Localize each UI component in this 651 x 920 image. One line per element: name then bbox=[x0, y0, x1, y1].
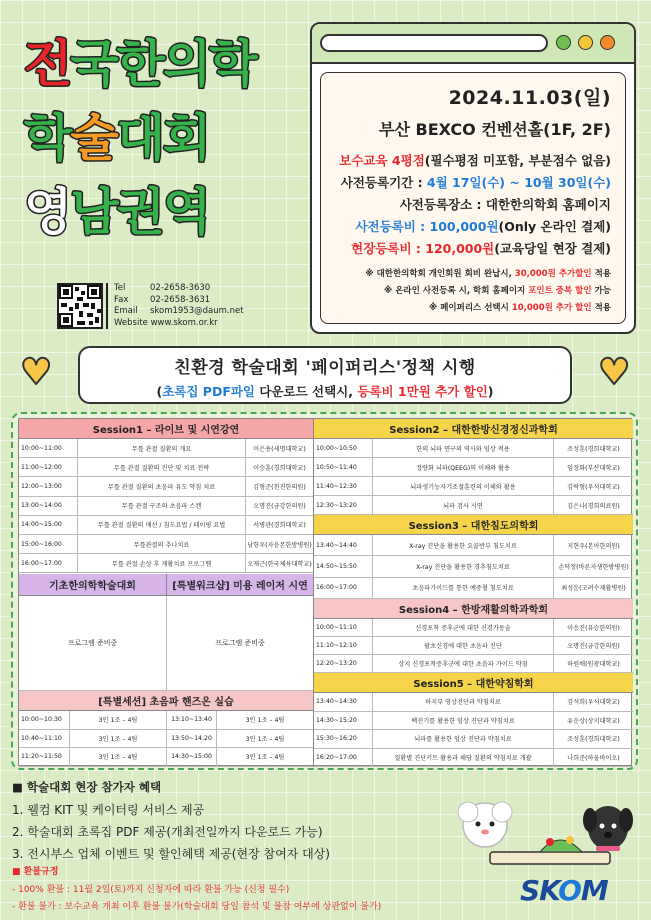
session3-cell: X-ray 진단을 활용한 경추침도치료 bbox=[372, 556, 553, 577]
session2-cell: 뇌파생기능자기조절훈련의 이해와 활용 bbox=[372, 477, 553, 496]
session1-cell: 무릎 관절 질환의 초음파 유도 약침 치료 bbox=[77, 477, 245, 496]
contact-fax: Fax 02-2658-3631 bbox=[114, 294, 211, 305]
event-date: 2024.11.03(일) bbox=[448, 87, 611, 109]
session4-cell: 하원배(원광대학교) bbox=[553, 655, 633, 673]
qr-code-image bbox=[59, 285, 101, 327]
session2-header: Session2 – 대한한방신경정신과학회 bbox=[314, 419, 633, 439]
session2-cell: 김락형(우석대학교) bbox=[553, 477, 633, 496]
ultrasound-cell: 3인 1조 – 4팀 bbox=[216, 730, 313, 749]
session1-cell: 16:00~17:00 bbox=[19, 554, 77, 573]
session3-cell: X-ray 진단을 활용한 요골반부 침도치료 bbox=[372, 535, 553, 556]
session2-cell: 정량화 뇌파(QEEG)의 이해와 활용 bbox=[372, 458, 553, 477]
session1-cell: 13:00~14:00 bbox=[19, 497, 77, 516]
refund-line-2: - 환불 불가 : 보수교육 개최 이후 환불 불가(학술대회 당일 참석 및 불참 여부에 상관없이 불가) bbox=[12, 902, 382, 912]
benefit-item: 2. 학술대회 초록집 PDF 제공(개최전일까지 다운로드 가능) bbox=[12, 825, 323, 839]
title-char: 학 bbox=[209, 35, 256, 93]
session5-cell: 김석희(우석대학교) bbox=[553, 693, 633, 712]
event-info-panel bbox=[320, 72, 626, 324]
session2-cell: 뇌파 검사 시연 bbox=[372, 496, 553, 515]
title-line-3 bbox=[24, 172, 209, 244]
contact-info bbox=[106, 283, 244, 329]
session1-cell: 서병관(경희대학교) bbox=[245, 516, 313, 535]
session3-cell: 최성운(고려수제활병원) bbox=[553, 578, 633, 599]
session5-cell: 14:30~15:20 bbox=[314, 712, 372, 731]
banner-headline: 친환경 학술대회 '페이퍼리스'정책 시행 bbox=[174, 358, 476, 378]
title-char: 국 bbox=[70, 35, 117, 93]
note-2: ※ 온라인 사전등록 시, 학회 홈페이지 포인트 중복 할인 가능 bbox=[384, 286, 611, 296]
session3-cell: 13:40~14:40 bbox=[314, 535, 372, 556]
window-address-field bbox=[320, 34, 548, 52]
window-dot-green bbox=[556, 35, 571, 50]
session1-cell: 남항우(자윤본한방병원) bbox=[245, 535, 313, 554]
ultrasound-cell: 13:10~13:40 bbox=[166, 711, 216, 730]
session2-cell: 10:50~11:40 bbox=[314, 458, 372, 477]
site-fee: 현장등록비 : 120,000원(교육당일 현장 결제) bbox=[351, 241, 611, 256]
session1-cell: 10:00~11:00 bbox=[19, 439, 77, 458]
window-dot-yellow bbox=[578, 35, 593, 50]
title-char: 술 bbox=[70, 109, 117, 167]
event-info-window bbox=[310, 22, 636, 334]
session4-cell: 신경포착 증후군에 대한 신경가동술 bbox=[372, 619, 553, 637]
ultrasound-cell: 13:50~14:20 bbox=[166, 730, 216, 749]
title-char: 회 bbox=[162, 109, 210, 167]
ultrasound-cell: 3인 1조 – 4팀 bbox=[216, 748, 313, 767]
session4-cell: 오명진(금강한의원) bbox=[553, 637, 633, 655]
session2-cell: 11:40~12:30 bbox=[314, 477, 372, 496]
session4-cell: 상지 신경포착증후군에 대한 초음파 가이드 약침 bbox=[372, 655, 553, 673]
window-dot-orange bbox=[600, 35, 615, 50]
ultrasound-cell: 3인 1조 – 4팀 bbox=[69, 748, 166, 767]
session1-cell: 12:00~13:00 bbox=[19, 477, 77, 496]
session5-cell: 13:40~14:30 bbox=[314, 693, 372, 712]
session1-cell: 김형준(천진한의원) bbox=[245, 477, 313, 496]
workshop-header: [특별워크샵] 미용 레이저 시연 bbox=[166, 574, 313, 596]
session1-cell: 오명진(금강한의원) bbox=[245, 497, 313, 516]
session2-cell: 12:30~13:20 bbox=[314, 496, 372, 515]
session2-cell: 조성훈(경희대학교) bbox=[553, 439, 633, 458]
session1-cell: 11:00~12:00 bbox=[19, 458, 77, 477]
session4-cell: 10:00~11:10 bbox=[314, 619, 372, 637]
contact-website[interactable]: Website www.skom.or.kr bbox=[114, 317, 218, 328]
session1-cell: 무릎 관절 구조의 초음파 스캔 bbox=[77, 497, 245, 516]
title-char: 대 bbox=[116, 109, 163, 167]
session1-cell: 무릎 관절 질환의 개요 bbox=[77, 439, 245, 458]
session5-header: Session5 – 대한약침학회 bbox=[314, 673, 633, 693]
refund-heading: ■ 환불규정 bbox=[12, 867, 59, 877]
title-char: 영 bbox=[24, 183, 71, 241]
basic-header: 기초한의학학술대회 bbox=[19, 574, 166, 596]
title-char: 한 bbox=[116, 35, 163, 93]
title-line-1 bbox=[24, 24, 256, 96]
session3-cell: 초음파가이드를 통한 예중혈 침도치료 bbox=[372, 578, 553, 599]
session1-cell: 15:00~16:00 bbox=[19, 535, 77, 554]
schedule-table bbox=[18, 418, 632, 766]
session5-cell: 질환별 진단키트 활용과 해당 질환의 약침치료 개괄 bbox=[372, 749, 553, 768]
session3-cell: 16:00~17:00 bbox=[314, 578, 372, 599]
title-char: 남 bbox=[70, 183, 117, 241]
title-char: 역 bbox=[162, 183, 210, 241]
benefit-item: 3. 전시부스 업체 이벤트 및 할인혜택 제공(현장 참여자 대상) bbox=[12, 847, 330, 861]
ultrasound-cell: 10:40~11:10 bbox=[19, 730, 69, 749]
session1-cell: 무릎관절의 추나치료 bbox=[77, 535, 245, 554]
title-char: 전 bbox=[24, 35, 71, 93]
ultrasound-cell: 14:30~15:00 bbox=[166, 748, 216, 767]
session4-cell: 이응진(유승한의원) bbox=[553, 619, 633, 637]
session1-cell: 14:00~15:00 bbox=[19, 516, 77, 535]
ultrasound-cell: 3인 1조 – 4팀 bbox=[216, 711, 313, 730]
session3-cell: 14:50~15:50 bbox=[314, 556, 372, 577]
session1-cell: 이승훈(경희대학교) bbox=[245, 458, 313, 477]
note-3: ※ 페이퍼리스 선택시 10,000원 추가 할인 적용 bbox=[428, 303, 611, 313]
reg-place: 사전등록장소 : 대한한의학회 홈페이지 bbox=[399, 197, 611, 212]
pre-fee: 사전등록비 : 100,000원(Only 온라인 결제) bbox=[355, 219, 611, 234]
ultrasound-cell: 11:20~11:50 bbox=[19, 748, 69, 767]
session5-cell: 15:30~16:20 bbox=[314, 730, 372, 749]
ultrasound-cell: 3인 1조 – 4팀 bbox=[69, 711, 166, 730]
session4-cell: 11:10~12:10 bbox=[314, 637, 372, 655]
session5-cell: 백진기를 활용한 임상 진단과 약침치료 bbox=[372, 712, 553, 731]
session3-cell: 지현우(본아한의원) bbox=[553, 535, 633, 556]
benefit-item: 1. 웰컴 KIT 및 케이터링 서비스 제공 bbox=[12, 803, 205, 817]
benefits-heading: ■ 학술대회 현장 참가자 혜택 bbox=[12, 780, 162, 794]
skom-logo: SKOM bbox=[520, 874, 608, 907]
credit-info: 보수교육 4평점(필수평점 미포함, 부분점수 없음) bbox=[339, 153, 611, 168]
ultrasound-cell: 3인 1조 – 4팀 bbox=[69, 730, 166, 749]
event-venue: 부산 BEXCO 컨벤션홀(1F, 2F) bbox=[379, 120, 611, 139]
heart-icon: ♥ bbox=[598, 352, 631, 393]
session5-cell: 나희준(하울바이오) bbox=[553, 749, 633, 768]
session3-cell: 손덕정(바른자생한방병원) bbox=[553, 556, 633, 577]
session4-header: Session4 – 한방재활의학과학회 bbox=[314, 599, 633, 619]
window-titlebar bbox=[312, 24, 634, 64]
workshop-body: 프로그램 준비중 bbox=[166, 596, 313, 691]
mascot-illustration bbox=[430, 790, 640, 870]
ultrasound-cell: 10:00~10:30 bbox=[19, 711, 69, 730]
contact-tel: Tel 02-2658-3630 bbox=[114, 283, 211, 293]
session1-cell: 이은용(세명대학교) bbox=[245, 439, 313, 458]
note-1: ※ 대한한의학회 개인회원 회비 완납시, 30,000원 추가할인 적용 bbox=[365, 269, 611, 279]
ultrasound-header: [특별세션] 초음파 핸즈온 실습 bbox=[19, 691, 313, 711]
heart-icon: ♥ bbox=[20, 352, 53, 393]
session5-cell: 하지부 영상진단과 약침치료 bbox=[372, 693, 553, 712]
session2-cell: 임정화(부산대학교) bbox=[553, 458, 633, 477]
session4-cell: 팔초신경에 대한 초음파 진단 bbox=[372, 637, 553, 655]
reg-period: 사전등록기간 : 4월 17일(수) ~ 10월 30일(수) bbox=[340, 175, 611, 190]
paperless-banner bbox=[78, 346, 572, 404]
session5-cell: 뇌파를 활용한 임상 진단과 약침치료 bbox=[372, 730, 553, 749]
title-line-2 bbox=[24, 98, 209, 170]
session1-cell: 무릎 관절 질환의 진단 및 치료 전략 bbox=[77, 458, 245, 477]
basic-body: 프로그램 준비중 bbox=[19, 596, 166, 691]
session2-cell: 김은나(경희의료원) bbox=[553, 496, 633, 515]
title-char: 권 bbox=[116, 183, 163, 241]
refund-line-1: - 100% 환불 : 11월 2일(토)까지 신청자에 따라 환불 가능 (신청 필수) bbox=[12, 885, 290, 895]
title-char: 학 bbox=[24, 109, 71, 167]
session2-cell: 10:00~10:50 bbox=[314, 439, 372, 458]
banner-subline: (초록집 PDF파일 다운로드 선택시, 등록비 1만원 추가 할인) bbox=[156, 384, 494, 399]
title-char: 의 bbox=[162, 35, 210, 93]
session1-cell: 무릎 관절 질환의 매선 / 침도요법 / 테이핑 요법 bbox=[77, 516, 245, 535]
qr-code[interactable] bbox=[57, 283, 103, 329]
session1-header: Session1 – 라이브 및 시연강연 bbox=[19, 419, 313, 439]
session5-cell: 유운상(상지대학교) bbox=[553, 712, 633, 731]
session1-cell: 오재근(한국체육대학교) bbox=[245, 554, 313, 573]
session5-cell: 조성훈(경희대학교) bbox=[553, 730, 633, 749]
session1-cell: 무릎 관절 손상 후 재활치료 프로그램 bbox=[77, 554, 245, 573]
session4-cell: 12:20~13:20 bbox=[314, 655, 372, 673]
contact-email[interactable]: Email skom1953@daum.net bbox=[114, 306, 244, 316]
session5-cell: 16:20~17:00 bbox=[314, 749, 372, 768]
session3-header: Session3 – 대한침도의학회 bbox=[314, 515, 633, 535]
session2-cell: 한의 뇌파 연구의 역사와 임상 적용 bbox=[372, 439, 553, 458]
